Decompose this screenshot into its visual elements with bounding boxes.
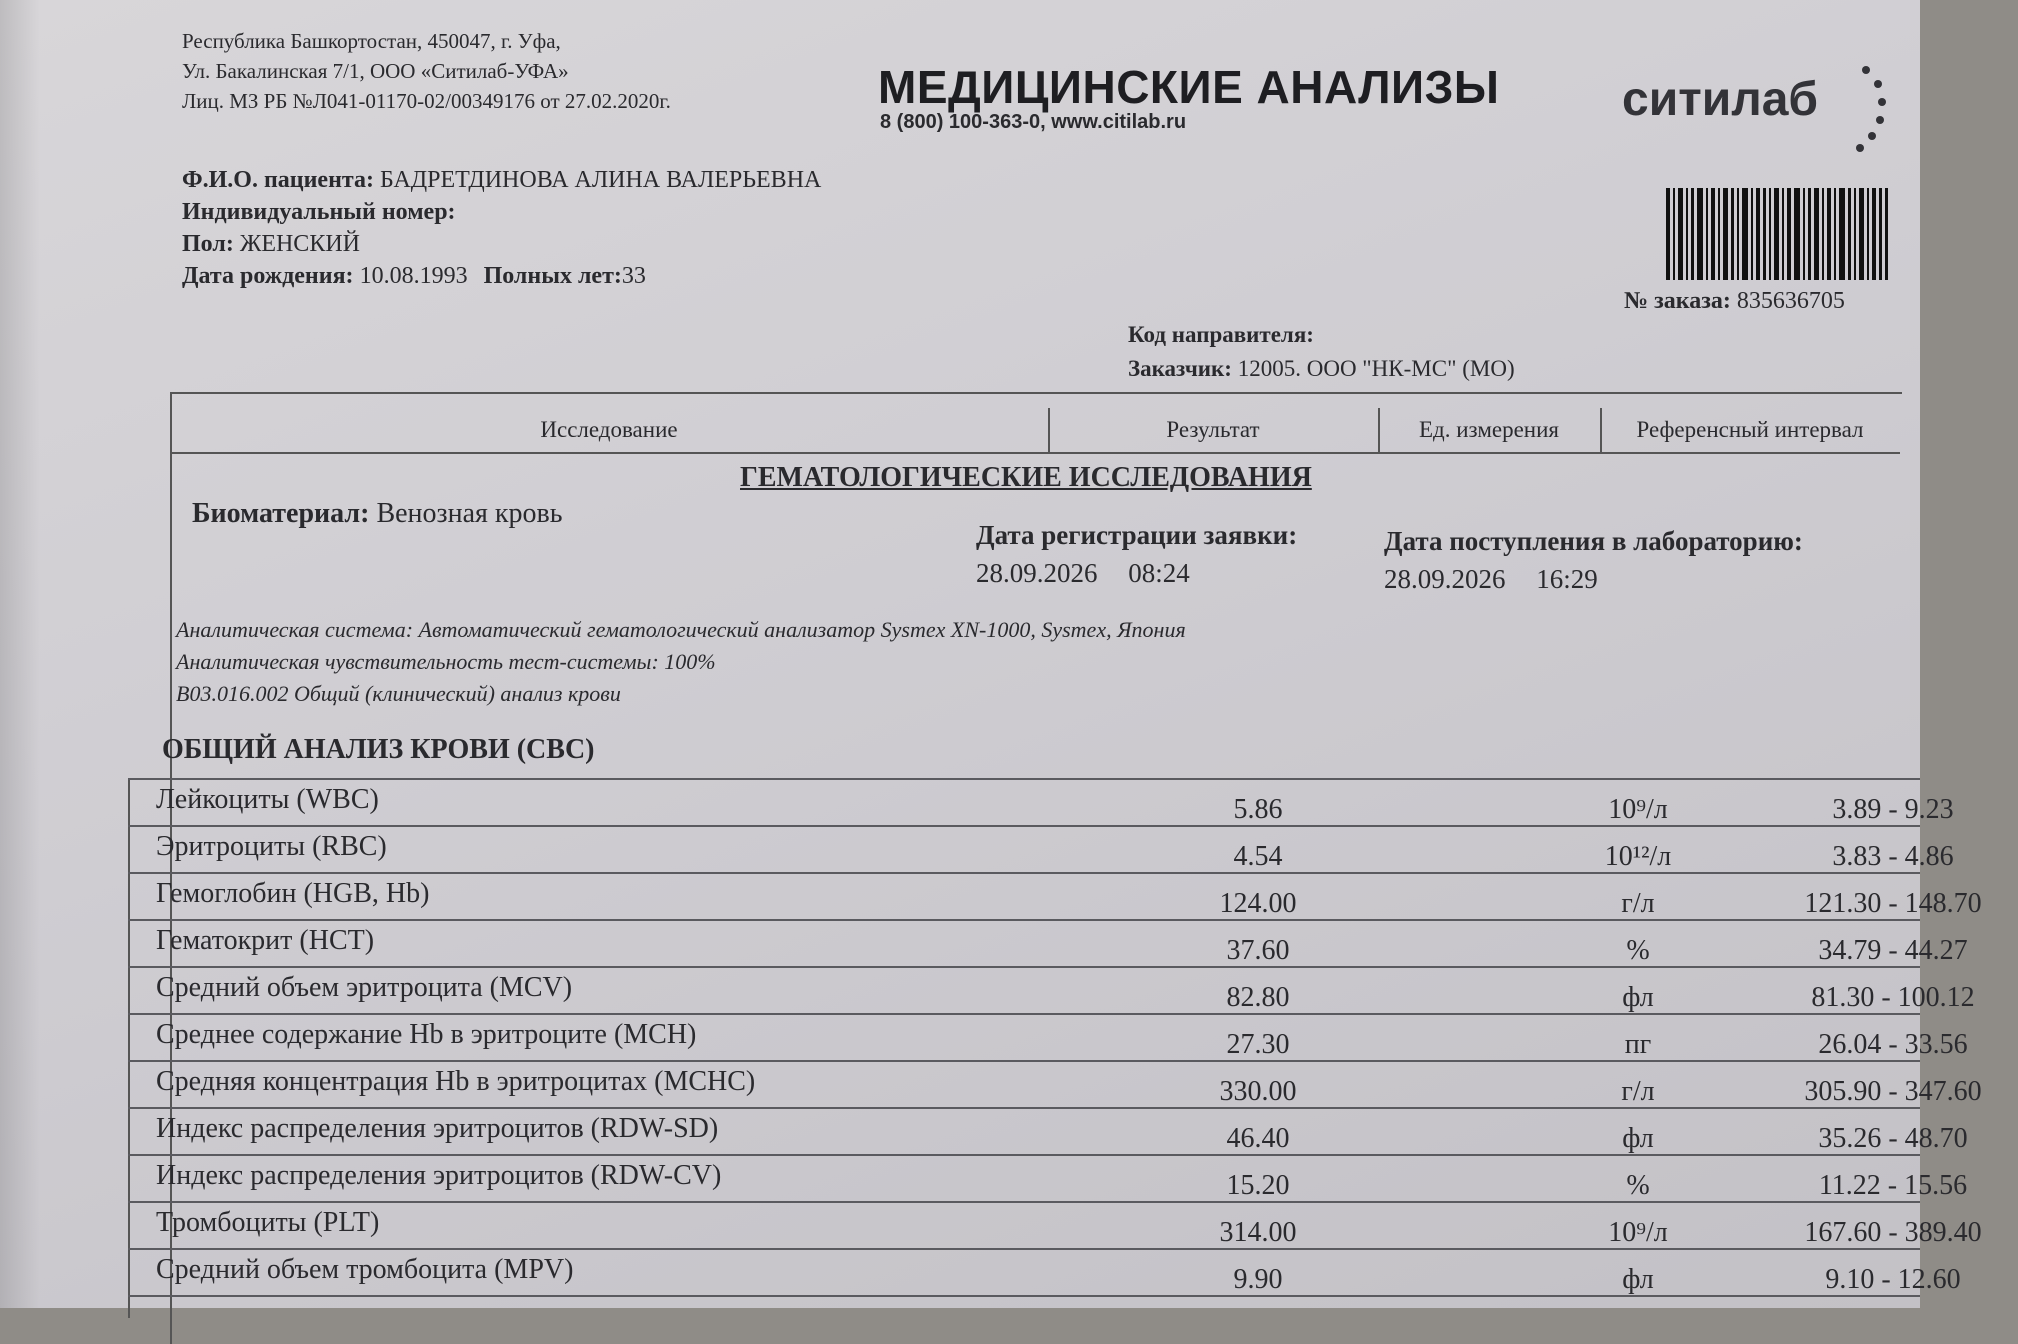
- test-value: 9.90: [1233, 1264, 1283, 1295]
- biomaterial-label: Биоматериал:: [192, 498, 370, 529]
- test-unit: %: [1626, 1170, 1650, 1201]
- test-reference: 34.79 - 44.27: [1818, 935, 1968, 966]
- table-row: [128, 1013, 1968, 1060]
- test-unit: фл: [1622, 982, 1654, 1013]
- test-reference: 3.89 - 9.23: [1832, 794, 1954, 825]
- sensitivity: Аналитическая чувствительность тест-системы: 100%: [176, 649, 716, 674]
- arrival-label: Дата поступления в лабораторию:: [1384, 526, 1803, 556]
- test-reference: 167.60 - 389.40: [1804, 1217, 1982, 1248]
- test-name: Средний объем эритроцита (MCV): [156, 972, 573, 1003]
- registration-date-value: 28.09.2026: [976, 558, 1098, 588]
- citilab-logo: ситилаб: [1622, 73, 1819, 126]
- section-title: ГЕМАТОЛОГИЧЕСКИЕ ИССЛЕДОВАНИЯ: [740, 462, 1312, 493]
- lab-address: [182, 26, 671, 116]
- patient-sex-row: [182, 228, 821, 260]
- test-unit: фл: [1622, 1123, 1654, 1154]
- analytic-system: Аналитическая система: Автоматический гематологический анализатор Sysmex XN-1000, Sysmex, Япония: [176, 617, 1186, 642]
- table-row: [128, 1060, 1982, 1107]
- report-title: МЕДИЦИНСКИЕ АНАЛИЗЫ: [878, 61, 1500, 113]
- test-value: 330.00: [1219, 1076, 1297, 1107]
- table-header: [170, 408, 1900, 454]
- test-unit: 10⁹/л: [1608, 1217, 1668, 1248]
- address-line: Ул. Бакалинская 7/1, ООО «Ситилаб-УФА»: [182, 59, 569, 83]
- patient-dob-row: [182, 260, 821, 292]
- test-unit: %: [1626, 935, 1650, 966]
- header-reference: Референсный интервал: [1636, 417, 1864, 442]
- table-row: [128, 1154, 1968, 1201]
- header-study: Исследование: [170, 408, 1050, 452]
- address-line: Республика Башкортостан, 450047, г. Уфа,: [182, 29, 561, 53]
- test-value: 15.20: [1226, 1170, 1290, 1201]
- referrer-info: [1128, 318, 1515, 386]
- test-reference: 35.26 - 48.70: [1818, 1123, 1968, 1154]
- results-rows: [128, 778, 1982, 1342]
- test-reference: 11.22 - 15.56: [1818, 1170, 1968, 1201]
- test-value: 37.60: [1226, 935, 1290, 966]
- patient-name-label: Ф.И.О. пациента:: [182, 167, 374, 193]
- registration-label: Дата регистрации заявки:: [976, 520, 1298, 550]
- patient-name: БАДРЕТДИНОВА АЛИНА ВАЛЕРЬЕВНА: [380, 167, 822, 193]
- service-code: В03.016.002 Общий (клинический) анализ крови: [176, 681, 621, 706]
- test-unit: г/л: [1621, 888, 1655, 919]
- order-number: [1624, 288, 1845, 315]
- barcode-icon: [1666, 188, 1888, 280]
- test-name: Индекс распределения эритроцитов (RDW-CV): [156, 1160, 722, 1191]
- patient-age: 33: [621, 263, 646, 289]
- method-notes: [176, 614, 1186, 710]
- test-unit: пг: [1624, 1029, 1652, 1060]
- order-label: № заказа:: [1624, 288, 1731, 314]
- test-reference: 9.10 - 12.60: [1825, 1264, 1961, 1295]
- test-value: 82.80: [1226, 982, 1290, 1013]
- patient-age-label: Полных лет:: [483, 263, 622, 289]
- table-row: [128, 825, 1954, 872]
- table-row: [128, 919, 1968, 966]
- header-result: Результат: [1048, 408, 1380, 452]
- registration-time-value: 08:24: [1128, 558, 1190, 588]
- arrival-date-value: 28.09.2026: [1384, 564, 1506, 594]
- test-name: Среднее содержание Hb в эритроците (MCH): [156, 1019, 697, 1050]
- test-value: 5.86: [1233, 794, 1283, 825]
- test-reference: 305.90 - 347.60: [1804, 1076, 1982, 1107]
- patient-id-label: Индивидуальный номер:: [182, 199, 456, 225]
- license-line: Лиц. МЗ РБ №Л041-01170-02/00349176 от 27.02.2020г.: [182, 89, 671, 113]
- table-row-cut-off: [128, 1295, 1920, 1342]
- test-value: 124.00: [1219, 888, 1297, 919]
- table-row: [128, 1201, 1982, 1248]
- arrival-date: [1384, 522, 1803, 598]
- test-unit: 10⁹/л: [1608, 794, 1668, 825]
- patient-name-row: [182, 164, 821, 196]
- test-reference: 81.30 - 100.12: [1811, 982, 1975, 1013]
- customer-label: Заказчик:: [1128, 356, 1232, 381]
- order-value: 835636705: [1736, 288, 1845, 314]
- logo-dots-icon: [1848, 64, 1888, 154]
- test-unit: 10¹²/л: [1604, 841, 1672, 872]
- table-row: [128, 1107, 1968, 1154]
- patient-id-row: [182, 196, 821, 228]
- test-name: Средняя концентрация Hb в эритроцитах (MCHC): [156, 1066, 756, 1097]
- test-unit: г/л: [1621, 1076, 1655, 1107]
- test-name: Лейкоциты (WBC): [156, 784, 379, 815]
- patient-sex-label: Пол:: [182, 231, 234, 257]
- test-name: Тромбоциты (PLT): [156, 1207, 380, 1238]
- test-value: 314.00: [1219, 1217, 1297, 1248]
- test-name: Эритроциты (RBC): [156, 831, 387, 862]
- table-row: [128, 966, 1975, 1013]
- test-name: Гемоглобин (HGB, Hb): [156, 878, 430, 909]
- test-reference: 3.83 - 4.86: [1832, 841, 1954, 872]
- registration-date: [976, 516, 1297, 592]
- table-row: [128, 778, 1954, 825]
- test-reference: 121.30 - 148.70: [1804, 888, 1982, 919]
- biomaterial-value: Венозная кровь: [376, 498, 563, 529]
- test-value: 27.30: [1226, 1029, 1290, 1060]
- table-row: [128, 872, 1982, 919]
- test-name: Индекс распределения эритроцитов (RDW-SD): [156, 1113, 719, 1144]
- arrival-time-value: 16:29: [1536, 564, 1598, 594]
- referrer-code-label: Код направителя:: [1128, 322, 1314, 347]
- header-unit: Ед. измерения: [1378, 408, 1602, 452]
- test-unit: фл: [1622, 1264, 1654, 1295]
- test-reference: 26.04 - 33.56: [1818, 1029, 1968, 1060]
- test-value: 46.40: [1226, 1123, 1290, 1154]
- test-name: Средний объем тромбоцита (MPV): [156, 1254, 574, 1285]
- customer-value: 12005. ООО "НК-МС" (МО): [1237, 356, 1515, 381]
- page-shadow: [0, 0, 40, 1308]
- patient-dob-label: Дата рождения:: [182, 263, 354, 289]
- test-value: 4.54: [1233, 841, 1283, 872]
- contact-line: 8 (800) 100-363-0, www.citilab.ru: [880, 111, 1187, 133]
- patient-info: [182, 164, 821, 292]
- patient-sex: ЖЕНСКИЙ: [239, 231, 360, 257]
- test-name: Гематокрит (HCT): [156, 925, 375, 956]
- cbc-title: ОБЩИЙ АНАЛИЗ КРОВИ (CBC): [162, 734, 595, 765]
- biomaterial: [192, 498, 562, 530]
- patient-dob: 10.08.1993: [359, 263, 468, 289]
- table-row: [128, 1248, 1961, 1295]
